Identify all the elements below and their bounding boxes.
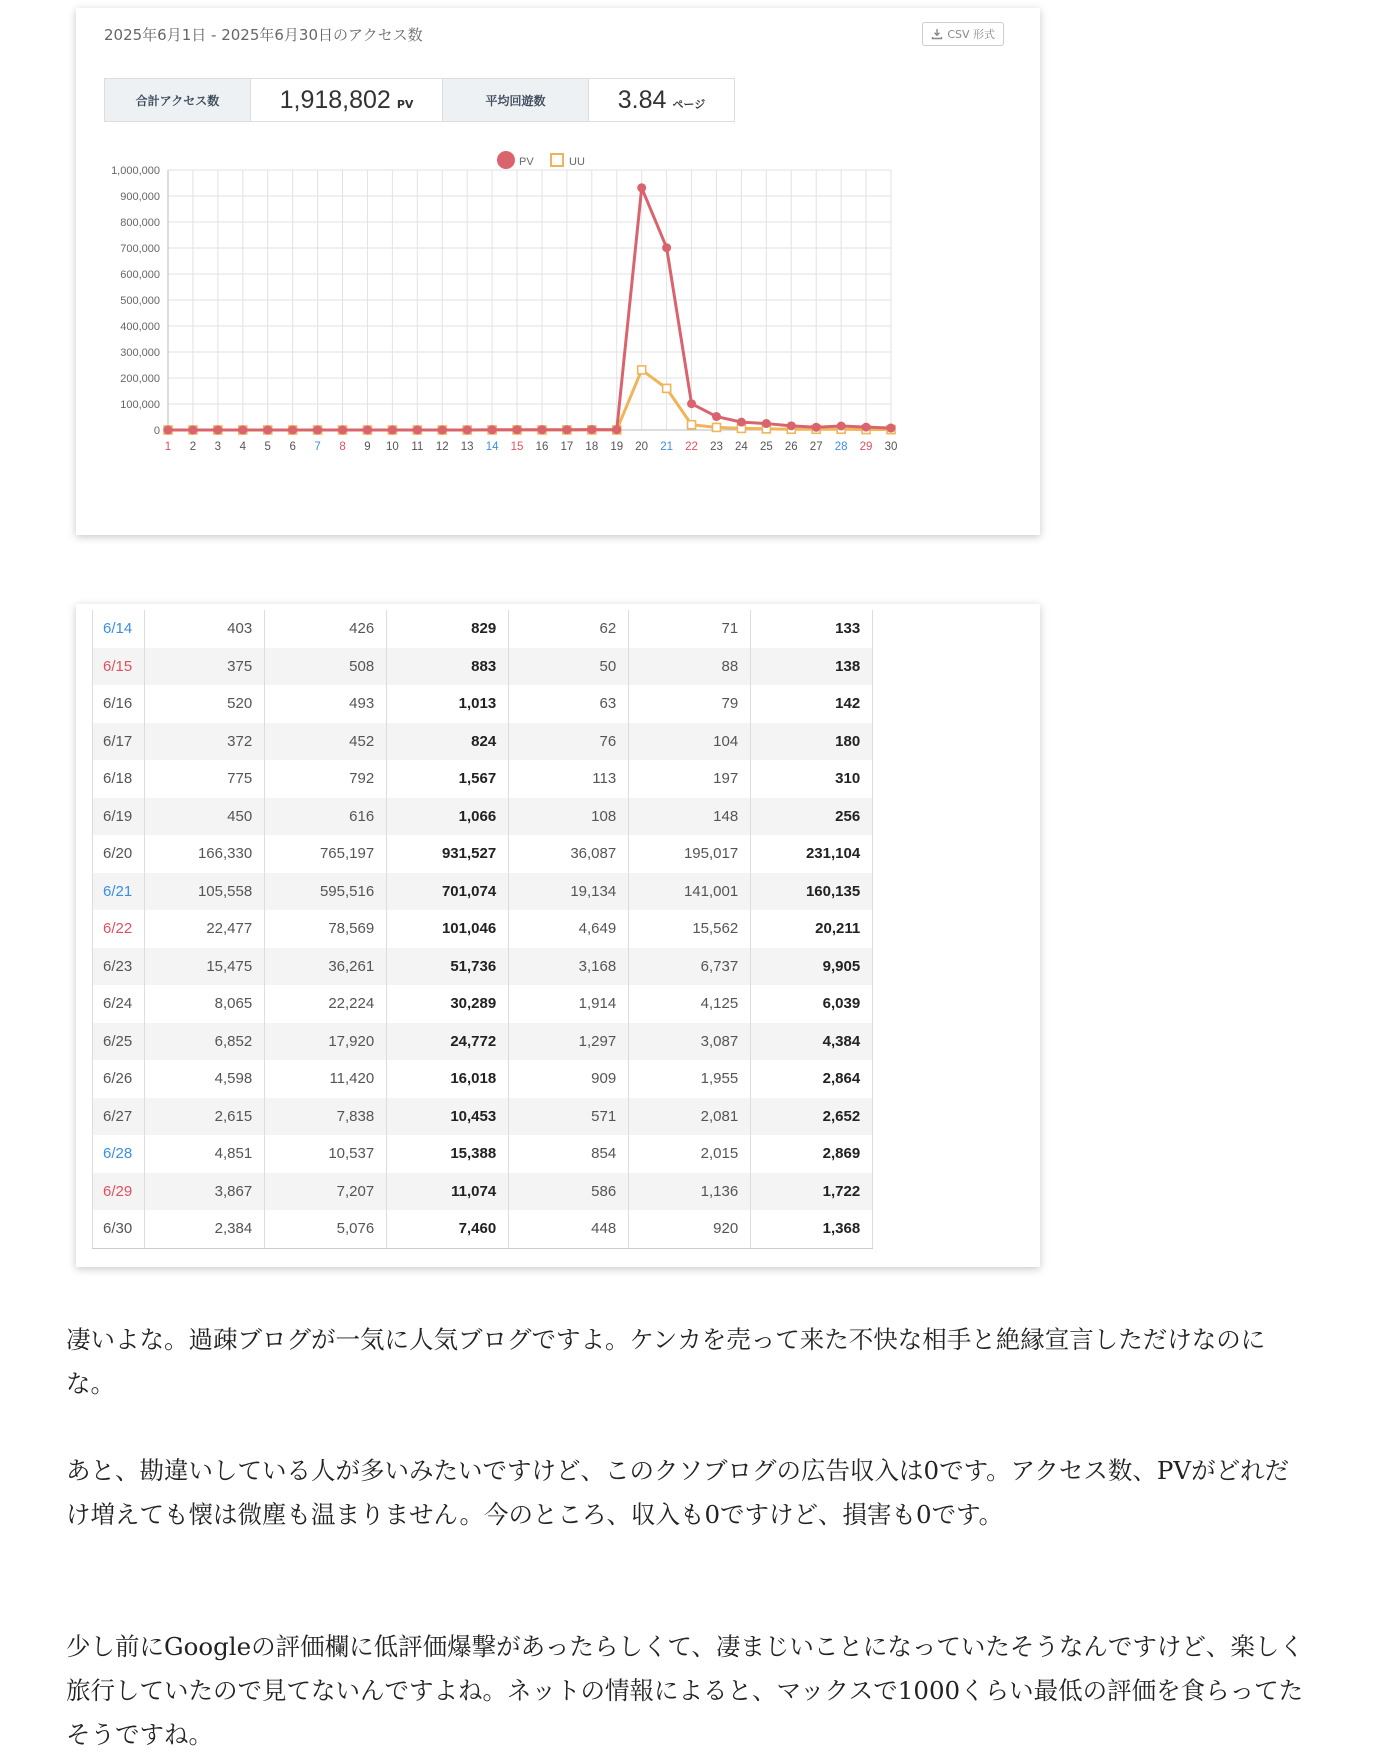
daily-access-table-card bbox=[76, 604, 1040, 1267]
table-row bbox=[93, 910, 873, 948]
row-date: 6/18 bbox=[93, 760, 145, 798]
data-point-pv bbox=[438, 426, 447, 435]
table-cell: 4,598 bbox=[145, 1060, 265, 1098]
x-tick-label: 26 bbox=[784, 441, 798, 453]
table-cell: 15,475 bbox=[145, 948, 265, 986]
data-point-pv bbox=[837, 421, 846, 430]
data-point-pv bbox=[537, 425, 546, 434]
legend-uu-marker bbox=[551, 154, 563, 166]
data-point-pv bbox=[213, 426, 222, 435]
table-cell: 508 bbox=[265, 648, 387, 686]
table-row bbox=[93, 685, 873, 723]
data-point-pv bbox=[513, 425, 522, 434]
table-cell: 22,477 bbox=[145, 910, 265, 948]
data-point-uu bbox=[663, 384, 671, 392]
table-cell: 30,289 bbox=[387, 985, 509, 1023]
y-tick-label: 100,000 bbox=[120, 399, 160, 411]
table-cell: 1,368 bbox=[751, 1210, 873, 1248]
table-cell: 20,211 bbox=[751, 910, 873, 948]
data-point-pv bbox=[862, 423, 871, 432]
data-point-uu bbox=[712, 423, 720, 431]
table-row bbox=[93, 723, 873, 761]
table-row bbox=[93, 1060, 873, 1098]
data-point-pv bbox=[463, 426, 472, 435]
article-paragraph-2: あと、勘違いしている人が多いみたいですけど、このクソブログの広告収入は0です。アクセス数、PVがどれだけ増えても懐は微塵も温まりません。今のところ、収入も0ですけど、損害も0です。 bbox=[66, 1456, 1290, 1529]
table-cell: 2,384 bbox=[145, 1210, 265, 1248]
csv-export-button[interactable] bbox=[922, 22, 1004, 46]
table-cell: 15,388 bbox=[387, 1135, 509, 1173]
row-date: 6/27 bbox=[93, 1098, 145, 1136]
row-date: 6/28 bbox=[93, 1135, 145, 1173]
x-tick-label: 16 bbox=[535, 441, 549, 453]
table-cell: 883 bbox=[387, 648, 509, 686]
table-cell: 2,081 bbox=[629, 1098, 751, 1136]
data-point-pv bbox=[363, 426, 372, 435]
y-tick-label: 700,000 bbox=[120, 243, 160, 255]
data-point-pv bbox=[812, 423, 821, 432]
table-cell: 11,074 bbox=[387, 1173, 509, 1211]
x-tick-label: 2 bbox=[189, 441, 197, 453]
data-point-pv bbox=[787, 421, 796, 430]
y-tick-label: 400,000 bbox=[120, 321, 160, 333]
table-cell: 403 bbox=[145, 610, 265, 648]
total-access-label: 合計アクセス数 bbox=[105, 79, 250, 121]
table-row bbox=[93, 1098, 873, 1136]
table-row bbox=[93, 610, 873, 648]
data-point-pv bbox=[388, 426, 397, 435]
table-cell: 138 bbox=[751, 648, 873, 686]
table-cell: 104 bbox=[629, 723, 751, 761]
row-date: 6/14 bbox=[93, 610, 145, 648]
data-point-pv bbox=[762, 419, 771, 428]
table-cell: 792 bbox=[265, 760, 387, 798]
x-tick-label: 6 bbox=[289, 441, 296, 453]
data-point-uu bbox=[688, 421, 696, 429]
table-cell: 450 bbox=[145, 798, 265, 836]
table-cell: 375 bbox=[145, 648, 265, 686]
download-icon bbox=[931, 28, 943, 40]
table-cell: 1,955 bbox=[629, 1060, 751, 1098]
row-date: 6/25 bbox=[93, 1023, 145, 1061]
x-tick-label: 19 bbox=[610, 441, 624, 453]
table-cell: 493 bbox=[265, 685, 387, 723]
series-line-pv bbox=[168, 188, 891, 430]
table-cell: 1,567 bbox=[387, 760, 509, 798]
table-cell: 9,905 bbox=[751, 948, 873, 986]
table-cell: 775 bbox=[145, 760, 265, 798]
table-cell: 6,852 bbox=[145, 1023, 265, 1061]
table-cell: 24,772 bbox=[387, 1023, 509, 1061]
y-tick-label: 900,000 bbox=[120, 191, 160, 203]
table-cell: 142 bbox=[751, 685, 873, 723]
table-cell: 616 bbox=[265, 798, 387, 836]
table-cell: 4,384 bbox=[751, 1023, 873, 1061]
x-tick-label: 18 bbox=[585, 441, 599, 453]
table-cell: 1,914 bbox=[509, 985, 629, 1023]
table-cell: 141,001 bbox=[629, 873, 751, 911]
table-cell: 36,261 bbox=[265, 948, 387, 986]
x-tick-label: 28 bbox=[834, 441, 848, 453]
table-cell: 10,453 bbox=[387, 1098, 509, 1136]
table-cell: 17,920 bbox=[265, 1023, 387, 1061]
table-cell: 7,207 bbox=[265, 1173, 387, 1211]
row-date: 6/15 bbox=[93, 648, 145, 686]
legend-pv-marker bbox=[497, 151, 515, 169]
table-cell: 22,224 bbox=[265, 985, 387, 1023]
access-chart-card bbox=[76, 8, 1040, 535]
x-tick-label: 27 bbox=[809, 441, 823, 453]
table-cell: 88 bbox=[629, 648, 751, 686]
table-row bbox=[93, 985, 873, 1023]
table-row bbox=[93, 873, 873, 911]
avg-pages-value bbox=[588, 79, 734, 121]
table-row bbox=[93, 648, 873, 686]
table-cell: 2,864 bbox=[751, 1060, 873, 1098]
table-cell: 197 bbox=[629, 760, 751, 798]
table-cell: 16,018 bbox=[387, 1060, 509, 1098]
table-cell: 15,562 bbox=[629, 910, 751, 948]
daily-access-table bbox=[92, 610, 873, 1249]
data-point-pv bbox=[712, 412, 721, 421]
row-date: 6/19 bbox=[93, 798, 145, 836]
row-date: 6/21 bbox=[93, 873, 145, 911]
table-cell: 854 bbox=[509, 1135, 629, 1173]
data-point-pv bbox=[737, 418, 746, 427]
table-cell: 4,851 bbox=[145, 1135, 265, 1173]
table-cell: 10,537 bbox=[265, 1135, 387, 1173]
table-row bbox=[93, 760, 873, 798]
table-cell: 11,420 bbox=[265, 1060, 387, 1098]
x-tick-label: 23 bbox=[710, 441, 723, 453]
data-point-pv bbox=[238, 426, 247, 435]
table-cell: 148 bbox=[629, 798, 751, 836]
x-tick-label: 4 bbox=[239, 441, 246, 453]
table-cell: 3,867 bbox=[145, 1173, 265, 1211]
row-date: 6/24 bbox=[93, 985, 145, 1023]
table-cell: 6,737 bbox=[629, 948, 751, 986]
table-cell: 166,330 bbox=[145, 835, 265, 873]
table-row bbox=[93, 1173, 873, 1211]
article-paragraph-3: 少し前にGoogleの評価欄に低評価爆撃があったらしくて、凄まじいことになっていたそうなんですけど、楽しく旅行していたので見てないんですよね。ネットの情報によると、マックスで1000くらい最低の評価を食らってたそうですね。 bbox=[66, 1632, 1304, 1749]
table-cell: 51,736 bbox=[387, 948, 509, 986]
summary-bar bbox=[104, 78, 735, 122]
table-cell: 180 bbox=[751, 723, 873, 761]
x-tick-label: 20 bbox=[635, 441, 649, 453]
x-tick-label: 14 bbox=[485, 441, 499, 453]
table-cell: 829 bbox=[387, 610, 509, 648]
table-cell: 595,516 bbox=[265, 873, 387, 911]
table-cell: 1,722 bbox=[751, 1173, 873, 1211]
total-access-value bbox=[250, 79, 443, 121]
x-tick-label: 11 bbox=[411, 441, 424, 453]
y-tick-label: 1,000,000 bbox=[111, 165, 160, 177]
table-cell: 1,066 bbox=[387, 798, 509, 836]
chart-card-title: 2025年6月1日 - 2025年6月30日のアクセス数 bbox=[104, 26, 423, 44]
total-access-number: 1,918,802 bbox=[279, 85, 391, 114]
table-cell: 931,527 bbox=[387, 835, 509, 873]
x-tick-label: 10 bbox=[385, 441, 399, 453]
x-tick-label: 8 bbox=[339, 441, 346, 453]
row-date: 6/30 bbox=[93, 1210, 145, 1248]
table-cell: 701,074 bbox=[387, 873, 509, 911]
avg-pages-label: 平均回遊数 bbox=[443, 79, 588, 121]
y-tick-label: 300,000 bbox=[120, 347, 160, 359]
table-cell: 108 bbox=[509, 798, 629, 836]
x-tick-label: 25 bbox=[759, 441, 773, 453]
table-cell: 1,136 bbox=[629, 1173, 751, 1211]
article-paragraph-1: 凄いよな。過疎ブログが一気に人気ブログですよ。ケンカを売って来た不快な相手と絶縁宣言しただけなのにな。 bbox=[66, 1325, 1266, 1398]
x-tick-label: 7 bbox=[314, 441, 321, 453]
table-cell: 113 bbox=[509, 760, 629, 798]
table-cell: 310 bbox=[751, 760, 873, 798]
table-cell: 63 bbox=[509, 685, 629, 723]
data-point-pv bbox=[887, 424, 896, 433]
y-tick-label: 800,000 bbox=[120, 217, 160, 229]
table-cell: 76 bbox=[509, 723, 629, 761]
y-tick-label: 0 bbox=[153, 425, 160, 437]
x-tick-label: 29 bbox=[859, 441, 873, 453]
row-date: 6/23 bbox=[93, 948, 145, 986]
data-point-pv bbox=[338, 426, 347, 435]
table-cell: 920 bbox=[629, 1210, 751, 1248]
table-cell: 8,065 bbox=[145, 985, 265, 1023]
data-point-pv bbox=[188, 426, 197, 435]
x-tick-label: 21 bbox=[660, 441, 674, 453]
x-tick-label: 30 bbox=[884, 441, 898, 453]
data-point-pv bbox=[662, 243, 671, 252]
table-cell: 62 bbox=[509, 610, 629, 648]
x-tick-label: 1 bbox=[164, 441, 172, 453]
row-date: 6/20 bbox=[93, 835, 145, 873]
table-cell: 520 bbox=[145, 685, 265, 723]
table-cell: 36,087 bbox=[509, 835, 629, 873]
table-cell: 824 bbox=[387, 723, 509, 761]
csv-export-label: CSV 形式 bbox=[947, 28, 995, 41]
table-cell: 7,460 bbox=[387, 1210, 509, 1248]
table-cell: 78,569 bbox=[265, 910, 387, 948]
data-point-pv bbox=[637, 183, 646, 192]
table-cell: 3,087 bbox=[629, 1023, 751, 1061]
table-cell: 19,134 bbox=[509, 873, 629, 911]
table-cell: 79 bbox=[629, 685, 751, 723]
row-date: 6/17 bbox=[93, 723, 145, 761]
x-tick-label: 5 bbox=[264, 441, 271, 453]
table-cell: 71 bbox=[629, 610, 751, 648]
x-tick-label: 15 bbox=[510, 441, 524, 453]
table-row bbox=[93, 835, 873, 873]
table-cell: 2,615 bbox=[145, 1098, 265, 1136]
table-cell: 2,869 bbox=[751, 1135, 873, 1173]
data-point-pv bbox=[687, 399, 696, 408]
data-point-pv bbox=[263, 426, 272, 435]
x-tick-label: 22 bbox=[685, 441, 698, 453]
table-cell: 4,649 bbox=[509, 910, 629, 948]
table-row bbox=[93, 1210, 873, 1248]
table-cell: 372 bbox=[145, 723, 265, 761]
data-point-pv bbox=[413, 426, 422, 435]
data-point-pv bbox=[488, 425, 497, 434]
table-cell: 448 bbox=[509, 1210, 629, 1248]
table-row bbox=[93, 948, 873, 986]
table-cell: 6,039 bbox=[751, 985, 873, 1023]
table-cell: 195,017 bbox=[629, 835, 751, 873]
table-cell: 909 bbox=[509, 1060, 629, 1098]
table-cell: 160,135 bbox=[751, 873, 873, 911]
data-point-pv bbox=[612, 425, 621, 434]
row-date: 6/22 bbox=[93, 910, 145, 948]
y-tick-label: 200,000 bbox=[120, 373, 160, 385]
row-date: 6/29 bbox=[93, 1173, 145, 1211]
table-cell: 586 bbox=[509, 1173, 629, 1211]
row-date: 6/16 bbox=[93, 685, 145, 723]
x-tick-label: 24 bbox=[735, 441, 748, 453]
series-line-uu bbox=[168, 370, 891, 430]
table-cell: 3,168 bbox=[509, 948, 629, 986]
table-row bbox=[93, 1135, 873, 1173]
table-cell: 452 bbox=[265, 723, 387, 761]
x-tick-label: 17 bbox=[560, 441, 574, 453]
table-cell: 133 bbox=[751, 610, 873, 648]
data-point-pv bbox=[587, 425, 596, 434]
total-access-unit: PV bbox=[396, 97, 414, 111]
table-cell: 5,076 bbox=[265, 1210, 387, 1248]
table-cell: 571 bbox=[509, 1098, 629, 1136]
table-cell: 1,297 bbox=[509, 1023, 629, 1061]
y-tick-label: 500,000 bbox=[120, 295, 160, 307]
x-tick-label: 13 bbox=[460, 441, 474, 453]
legend-pv-label: PV bbox=[519, 156, 534, 168]
y-tick-label: 600,000 bbox=[120, 269, 160, 281]
table-cell: 2,652 bbox=[751, 1098, 873, 1136]
data-point-pv bbox=[288, 426, 297, 435]
data-point-pv bbox=[562, 425, 571, 434]
table-cell: 101,046 bbox=[387, 910, 509, 948]
row-date: 6/26 bbox=[93, 1060, 145, 1098]
data-point-pv bbox=[313, 426, 322, 435]
avg-pages-unit: ページ bbox=[672, 98, 706, 111]
data-point-pv bbox=[164, 426, 173, 435]
table-cell: 765,197 bbox=[265, 835, 387, 873]
table-cell: 4,125 bbox=[629, 985, 751, 1023]
table-row bbox=[93, 798, 873, 836]
x-tick-label: 3 bbox=[214, 441, 222, 453]
table-cell: 426 bbox=[265, 610, 387, 648]
access-line-chart bbox=[76, 148, 1040, 518]
table-cell: 1,013 bbox=[387, 685, 509, 723]
x-tick-label: 12 bbox=[435, 441, 449, 453]
table-cell: 256 bbox=[751, 798, 873, 836]
table-cell: 231,104 bbox=[751, 835, 873, 873]
table-cell: 7,838 bbox=[265, 1098, 387, 1136]
x-tick-label: 9 bbox=[364, 441, 371, 453]
data-point-uu bbox=[638, 366, 646, 374]
legend-uu-label: UU bbox=[569, 156, 585, 168]
avg-pages-number: 3.84 bbox=[617, 85, 667, 114]
table-row bbox=[93, 1023, 873, 1061]
table-cell: 105,558 bbox=[145, 873, 265, 911]
table-cell: 50 bbox=[509, 648, 629, 686]
table-cell: 2,015 bbox=[629, 1135, 751, 1173]
